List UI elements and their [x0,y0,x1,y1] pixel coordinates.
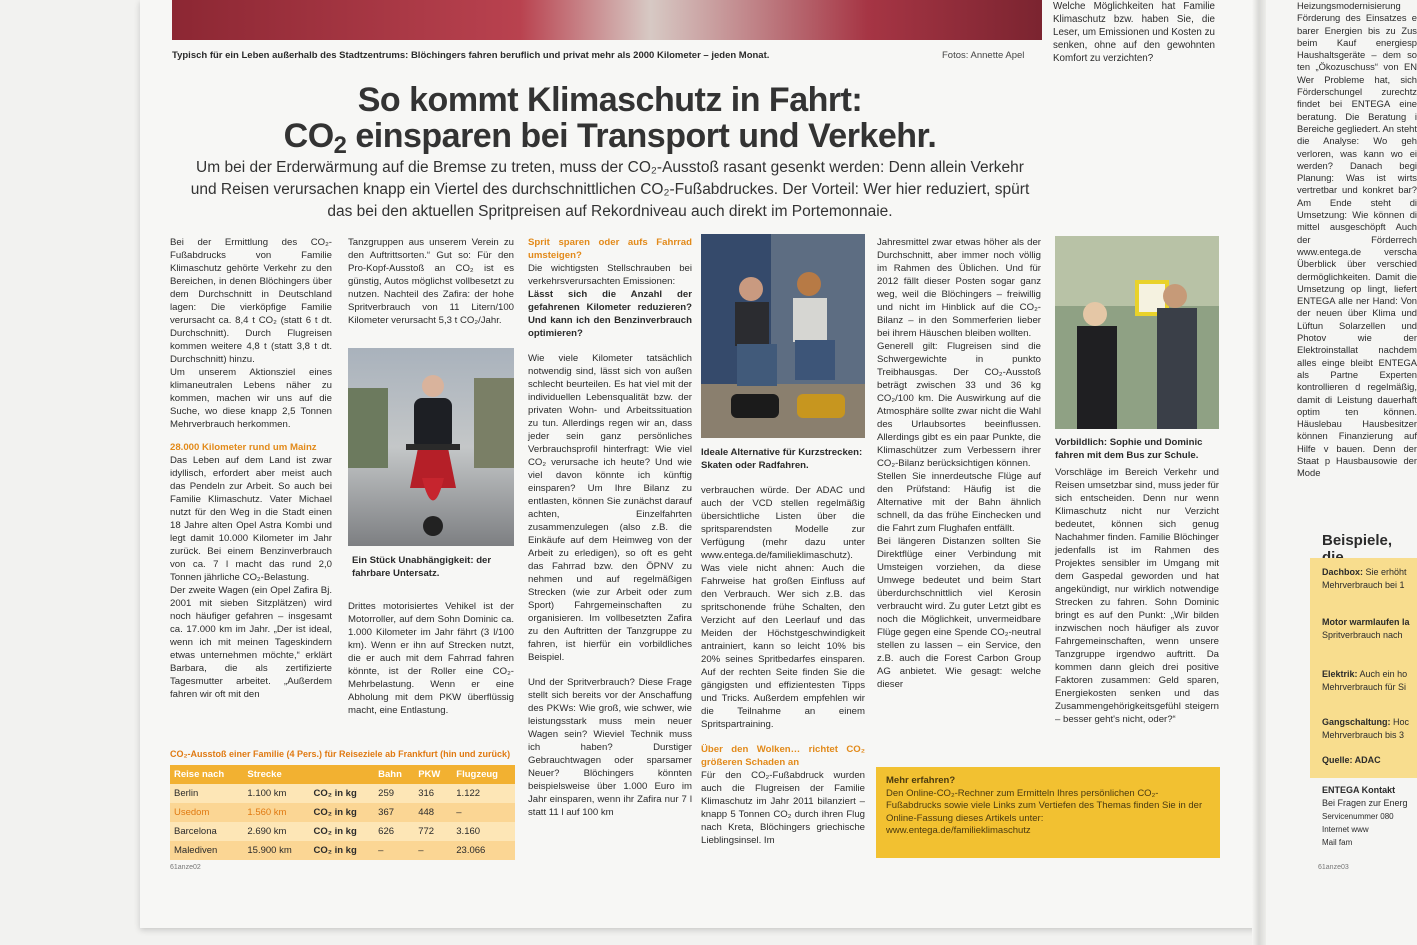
table-header-row [170,765,515,784]
table-cell: CO₂ in kg [309,841,374,860]
more-info-title: Mehr erfahren? [886,775,956,786]
table-cell: 3.160 [452,822,515,841]
table-cell: 367 [374,803,414,822]
table-row [170,803,515,822]
column-6: Vorschläge im Bereich Verkehr und Reisen umsetzbar sind, muss jeder für sich entscheiden. Denn nur wenn Klimaschutz nicht nur Verzicht bedeutet, können sich genug Nachahmer finden. Familie Blöchinger jedenfalls ist im Rahmen des Projektes sensibler im Umgang mit dem Gaspedal geworden und hat angekündigt, nur wirklich notwendige Strecken zu fahren. Sohn Dominic bringt es auf den Punkt: „Wir bilden inzwischen noch häufiger als zuvor Fahrgemeinschaften, wenn unsere Tanzgruppe irgendwo auftritt. Da kommen dann gleich drei positive Faktoren zusammen: Geld sparen, Energiekosten senken und das Zusammengehörigkeitsgefühl steigern – besser geht's nicht, oder?“ [1055,467,1219,725]
kontakt-row: Internet www [1322,825,1369,834]
table-cell: Barcelona [170,822,243,841]
headline-line1: So kommt Klimaschutz in Fahrt: [357,81,863,119]
column-5 [877,236,1041,691]
table-cell: 316 [414,784,452,803]
col1-paragraph: Der zweite Wagen (ein Opel Zafira Bj. 2001 mit sieben Sitzplätzen) wird noch häufiger gefahren – insgesamt ca. 17.000 km im Jahr. „Der ist ideal, wenn ich mit meinen Tageskindern etwas unternehmen möchte,“ erklärt Barbara, die als zertifizierte Tagesmutter arbeitet. „Außerdem fahren wir oft mit den [170,585,332,700]
right-page-text: Heizungsmodernisierung Förderung des Einsatzes e barer Energien bis zu Zus beim Kauf energiesp Haushaltsgeräte – dem so ten „Ökozuschuss“ von EN Wer Probleme hat, sich Förderschungel zurechtz findet bei ENTEGA eine beratung. Die Beratung i Bereiche gegliedert. An steht die Analyse: Wo geh verloren, was kann wo ei werden? Danach begi Planung: Was ist wirts vertretbar und konkret bar? Am Ende steht di Umsetzung: Wie können di mittel ausgeschöpft Auch der Förderrech www.entega.de verscha Überblick über verschied dermöglichkeiten. Damit die Umsetzung op lingt, liefert ENTEGA alle ner Hand: Von der neuen über Klima und Lüftun Solarzellen und Photov wie der Elektroinstallat nachdem alles einge bleibt ENTEGA als Partne Experten kontrollieren d regelmäßig, damit di Leistung dauerhaft optim ten können. Häuslebau Hausbesitzer können Finanzierung auf Hilfe v bauen. Denn der Staat p Hausbausowie der Mode [1297,0,1417,479]
headline [180,82,1040,164]
beispiel-label: Motor warmlaufen la [1322,617,1410,627]
more-info-text: Den Online-CO₂-Rechner zum Ermitteln Ihres persönlichen CO₂-Fußabdrucks sowie viele Links zum Vertiefen des Themas finden Sie in der Online-Fassung dieses Artikels unter: [886,787,1203,824]
table-header-cell: Reise nach [170,765,243,784]
headline-line2-a: CO [283,117,334,155]
col5-paragraph: Bei längeren Distanzen sollten Sie Direktflüge einer Verbindung mit Umsteigen vorziehen, da diese Umwege bedeutet und beim Start überdurchschnittlich viel Kerosin verbraucht wird. Zu guter Letzt gibt es noch die Möglichkeit, unvermeidbare Flüge gegen eine Spende CO₂-neutral stellen zu lassen – ein Service, den z.B. auch die Forest Carbon Group AG anbietet. Wie gesagt: welche dieser [877,536,1041,690]
table-cell: 15.900 km [243,841,309,860]
beispiel-source: Quelle: ADAC [1322,755,1381,765]
table-cell: 2.690 km [243,822,309,841]
table-cell: CO₂ in kg [309,822,374,841]
page-fold [1252,0,1266,945]
table-cell: Usedom [170,803,243,822]
table-title: CO₂-Ausstoß einer Familie (4 Pers.) für Reiseziele ab Frankfurt (hin und zurück) [170,749,511,759]
kontakt-row: Servicenummer 080 [1322,812,1394,821]
beispiel-label: Gangschaltung: [1322,717,1391,727]
table-row [170,841,515,860]
table-cell: – [452,803,515,822]
col3-paragraph: Wie viele Kilometer tatsächlich notwendig sind, lässt sich von außen schlecht beurteilen. Es hat viel mit der individuellen Lebensqualität bzw. der privaten Wohn- und Arbeitssituation zu tun. Allerdings regen wir an, dass jeder sein ganz persönliches Verbrauchsprofil hinterfragt: Wie viel CO₂ verursache ich heute? Und wie viel davon könnte ich künftig einsparen? Um Ihre Bilanz zu entlasten, können Sie zunächst darauf achten, Einzelfahrten zusammenzulegen (also z.B. die Einkäufe auf dem Heimweg von der Arbeit zu erledigen), so oft es geht das Fahrrad bzw. den ÖPNV zu nehmen und auf regelmäßigen Strecken (wie zur Arbeit oder zum Sport) Fahrgemeinschaften zu organisieren. Im vollbesetzten Zafira zu den Auftritten der Tanzgruppe zu fahren, ist hierfür ein vorbildliches Beispiel. [528,353,692,663]
kontakt-row: Mail fam [1322,838,1353,847]
more-info-box [876,767,1220,858]
table-cell: 1.100 km [243,784,309,803]
beispiel-item [1322,754,1417,767]
headline-sub: 2 [333,131,347,159]
table-row [170,822,515,841]
col3-paragraph: Die wichtigsten Stellschrauben bei verkehrsverursachten Emissionen: [528,263,692,287]
col5-paragraph: Generell gilt: Flugreisen sind die Schwergewichte in punkto Treibhausgas. Der CO₂-Ausstoß beträgt zwischen 33 und 36 kg CO₂/100 km. Die Auswirkung auf die Atmosphäre sollte zwar nicht die Wahl des Urlaubsortes beeinflussen. Allerdings gibt es ein paar Punkte, die Klimaschützer zum Verbessern ihrer CO₂-Bilanz berücksichtigen können. [877,341,1041,469]
photo-credit: Fotos: Annette Apel [942,50,1025,61]
column-1 [170,236,332,701]
column-4 [701,484,865,847]
beispiel-text: Hoc Mehrverbrauch bis 3 [1322,717,1410,740]
table-cell: 1.560 km [243,803,309,822]
col4-paragraph: Was viele nicht ahnen: Auch die Fahrweise hat großen Einfluss auf den Verbrauch. Wer sich z.B. das spritschonende frühe Schalten, den Verzicht auf den Leerlauf und das Meiden der Höchstgeschwindigkeit antrainiert, kann so leicht 10% bis 20% seines Spritbedarfes einsparen. Auf der rechten Seite finden Sie die gängigsten und effizientesten Tipps und Tricks. Außerdem empfehlen wir die Teilnahme an einem Spritspartraining. [701,563,865,730]
col5-paragraph: Stellen Sie innerdeutsche Flüge auf den Prüfstand: Häufig ist die Alternative mit der Bahn ähnlich schnell, da das frühe Einchecken und die Fahrt zum Flughafen entfällt. [877,471,1041,534]
top-photo [172,0,1042,40]
col3-paragraph: Und der Spritverbrauch? Diese Frage stellt sich bereits vor der Anschaffung des PKWs: Wie groß, wie schwer, wie leistungsstark muss mein neuer Wagen sein? Wieviel Technik muss ich haben? Durstiger Gebrauchtwagen oder sparsamer Neuer? Blöchingers könnten beispielsweise über 1.000 Euro im Jahr einsparen, wenn ihr Zafira nur 7 l statt 11 l auf 100 km [528,677,692,818]
col4-paragraph: verbrauchen würde. Der ADAC und auch der VCD stellen regelmäßig übersichtliche Listen über die spritsparendsten Modelle zur Verfügung (mehr dazu unter www.entega.de/familieklimaschutz). [701,485,865,561]
table-cell: 626 [374,822,414,841]
table-cell: 1.122 [452,784,515,803]
col3-subheading: Sprit sparen oder aufs Fahrrad umsteigen? [528,237,692,261]
beispiel-item [1322,716,1417,742]
bus-stop-photo [1055,236,1219,429]
topright-text: Welche Möglichkeiten hat Familie Klimaschutz bzw. haben Sie, die Leser, um Emissionen und Kosten zu senken, ohne auf den gewohnten Komfort zu verzichten? [1053,1,1215,64]
col1-paragraph: Das Leben auf dem Land ist zwar idyllisch, erfordert aber meist auch das Pendeln zur Arbeit. So auch bei Familie Klimaschutz. Vater Michael nutzt für den Weg in die Stadt einen 18 Jahre alten Opel Astra Kombi und legt damit 10.000 Kilometer im Jahr zurück. Bei einem Benzinverbrauch von ca. 7 l macht das rund 2,0 Tonnen jährliche CO₂-Belastung. [170,455,332,583]
table-header-cell [309,765,374,784]
beispiel-item [1322,668,1417,694]
col1-paragraph: Bei der Ermittlung des CO₂-Fußabdrucks von Familie Klimaschutz gehörte Verkehr zu den Bereichen, in denen Blöchingers über dem Durchschnitt in Deutschland lagen: Die vierköpfige Familie verursacht ca. 8,4 t CO₂ (statt 6 t dt. Durchschnitt). Durch Flugreisen kommen weitere 4,8 t (statt 3,8 t dt. Durchschnitt) hinzu. [170,237,332,365]
table-cell: 772 [414,822,452,841]
table-header-cell: PKW [414,765,452,784]
col1-paragraph: Um unserem Aktionsziel eines klimaneutralen Lebens näher zu kommen, machen wir uns auf die Suche, wo diese knapp 2,5 Tonnen Mehrverbrauch herkommen. [170,367,332,430]
table-cell: – [414,841,452,860]
beispiel-text: Spritverbrauch nach [1322,630,1403,640]
beispiel-item [1322,616,1417,642]
table-cell: Berlin [170,784,243,803]
scooter-caption: Ein Stück Unabhängigkeit: der fahrbare Untersatz. [352,555,492,579]
table-cell: 23.066 [452,841,515,860]
table-cell: CO₂ in kg [309,803,374,822]
top-caption: Typisch für ein Leben außerhalb des Stadtzentrums: Blöchingers fahren beruflich und privat mehr als 2000 Kilometer – jeden Monat. [172,50,770,61]
table-header-cell: Flugzeug [452,765,515,784]
bus-caption: Vorbildlich: Sophie und Dominic fahren mit dem Bus zur Schule. [1055,437,1203,461]
beispiel-item [1322,566,1417,592]
footer-code-left: 61anze02 [170,864,201,871]
kontakt-box [1322,784,1417,849]
kontakt-title: ENTEGA Kontakt [1322,785,1396,795]
table-cell: 259 [374,784,414,803]
table-row [170,784,515,803]
skating-caption: Ideale Alternative für Kurzstrecken: Skaten oder Radfahren. [701,447,863,471]
skating-photo [701,234,865,438]
beispiel-label: Elektrik: [1322,669,1358,679]
col1-subheading: 28.000 Kilometer rund um Mainz [170,442,317,453]
headline-line2-b: einsparen bei Transport und Verkehr. [346,117,937,155]
column-3 [528,236,692,819]
scooter-photo [348,348,514,546]
table-cell: CO₂ in kg [309,784,374,803]
col5-paragraph: Jahresmittel zwar etwas höher als der Durchschnitt, aber immer noch völlig im Rahmen des Üblichen. Und für 2012 fällt dieser Posten sogar ganz weg, weil die Blöchingers – freiwillig und nicht im Hinblick auf die CO₂-Bilanz – in den Sommerferien lieber bei ihrem Häuschen bleiben wollten. [877,237,1041,339]
table-cell: – [374,841,414,860]
col4-subheading: Über den Wolken… richtet CO₂ größeren Schaden an [701,744,865,768]
column-2-bottom: Drittes motorisiertes Vehikel ist der Motorroller, auf dem Sohn Dominic ca. 1.000 Kilometer im Jahr fährt (3 l/100 km). Wenn er ihn auf Strecken nutzt, die er auch mit dem Fahrrad fahren könnte, ist der Roller eine CO₂-Mehrbelastung. Wenn er eine Abholung mit dem PKW überflüssig macht, eine Entlastung. [348,601,514,716]
more-info-link[interactable]: www.entega.de/familieklimaschutz [886,825,1031,836]
beispiel-text: Sie erhöht Mehrverbrauch bei 1 [1322,567,1407,590]
table-cell: Malediven [170,841,243,860]
table-header-cell: Strecke [243,765,309,784]
table-header-cell: Bahn [374,765,414,784]
col4-paragraph: Für den CO₂-Fußabdruck wurden auch die Flugreisen der Familie Klimaschutz im Jahr 2011 bilanziert – knapp 5 Tonnen CO₂ durch ihren Flug nach Kreta, Blöchingers griechische Lieblingsinsel. Im [701,770,865,846]
col3-bold: Lässt sich die Anzahl der gefahrenen Kilometer reduzieren? Und kann ich den Benzinverbrauch optimieren? [528,289,692,339]
footer-code-right: 61anze03 [1318,864,1349,871]
beispiel-text: Auch ein ho Mehrverbrauch für Si [1322,669,1408,692]
lead-paragraph: Um bei der Erderwärmung auf die Bremse zu treten, muss der CO₂-Ausstoß rasant gesenkt werden: Denn allein Verkehr und Reisen verursachen knapp ein Viertel des durchschnittlichen CO₂-Fußabdruckes. Der Vorteil: Wer hier reduziert, spürt das bei den aktuellen Spritpreisen auf Rekordniveau auch direkt im Portemonnaie. [190,159,1030,220]
kontakt-text: Bei Fragen zur Energ [1322,798,1408,808]
co2-table [170,765,515,860]
beispiel-label: Dachbox: [1322,567,1364,577]
column-2-top: Tanzgruppen aus unserem Verein zu den Auftrittsorten.“ Gut so: Für den Pro-Kopf-Ausstoß an CO₂ ist es günstig, Autos möglichst vollbesetzt zu nutzen. Nachteil des Zafira: der hohe Spritverbrauch von 11 Litern/100 Kilometer verursacht 5,3 t CO₂/Jahr. [348,237,514,326]
beispiele-title: Beispiele, [1322,532,1393,549]
table-cell: 448 [414,803,452,822]
